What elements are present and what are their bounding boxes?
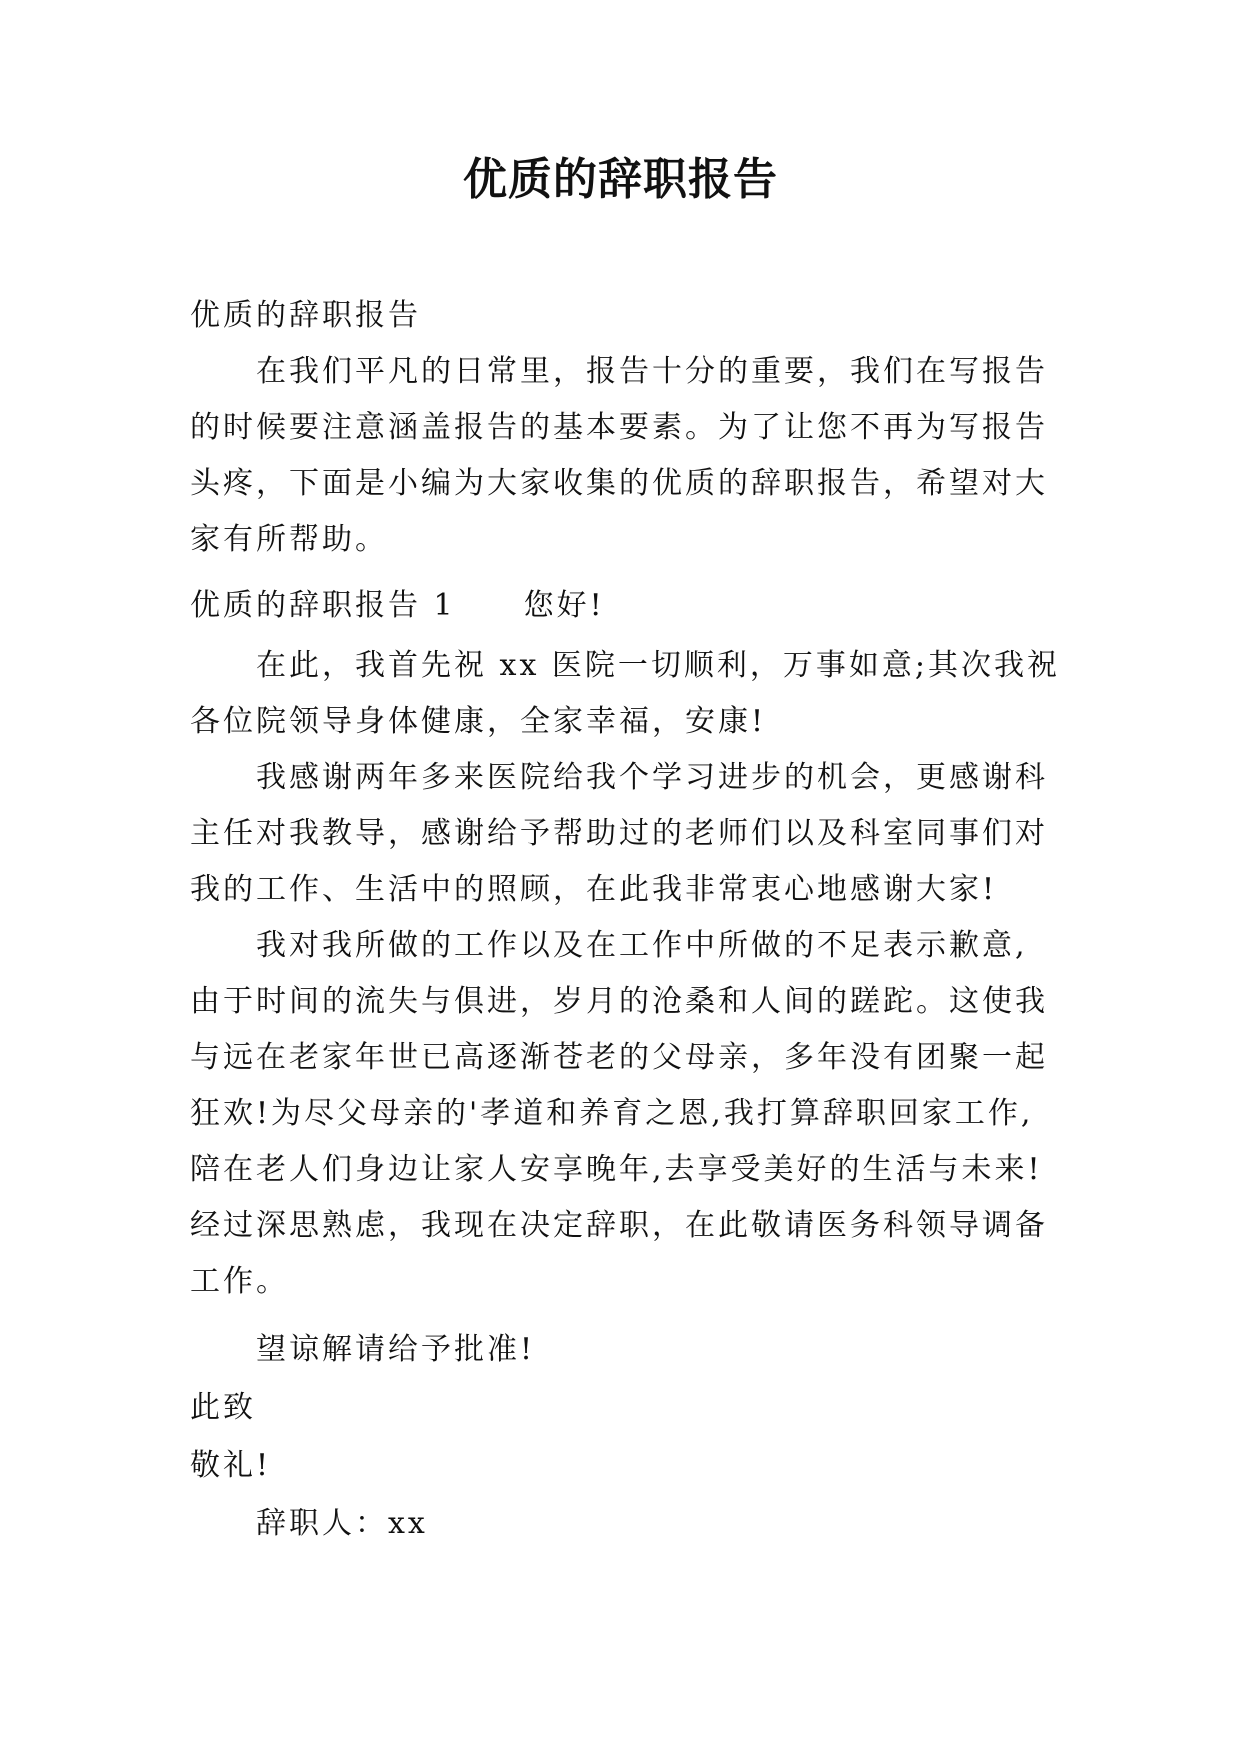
- greeting: 您好!: [523, 588, 605, 623]
- document-title: 优质的辞职报告: [463, 154, 778, 205]
- paragraph-line: 主任对我教导，感谢给予帮助过的老师们以及科室同事们对: [190, 816, 1048, 851]
- closing-line: 此致: [190, 1390, 256, 1425]
- paragraph-line: 与远在老家年世已高逐渐苍老的父母亲，多年没有团聚一起: [190, 1040, 1048, 1075]
- paragraph-line: 陪在老人们身边让家人安享晚年,去享受美好的生活与未来!: [190, 1152, 1043, 1187]
- intro-line: 头疼，下面是小编为大家收集的优质的辞职报告，希望对大: [190, 466, 1048, 501]
- section-title: 优质的辞职报告 1: [190, 588, 456, 623]
- intro-line: 家有所帮助。: [190, 522, 388, 557]
- paragraph-line: 工作。: [190, 1264, 289, 1299]
- paragraph-line: 由于时间的流失与俱进，岁月的沧桑和人间的蹉跎。这使我: [190, 984, 1048, 1019]
- paragraph-line: 各位院领导身体健康，全家幸福，安康!: [190, 704, 767, 739]
- paragraph-line: 狂欢!为尽父母亲的'孝道和养育之恩,我打算辞职回家工作,: [190, 1096, 1034, 1131]
- paragraph-line: 我感谢两年多来医院给我个学习进步的机会，更感谢科: [256, 760, 1048, 795]
- paragraph-line: 我对我所做的工作以及在工作中所做的不足表示歉意,: [256, 928, 1028, 963]
- document-heading: 优质的辞职报告: [190, 298, 421, 333]
- request-line: 望谅解请给予批准!: [256, 1332, 536, 1367]
- intro-line: 的时候要注意涵盖报告的基本要素。为了让您不再为写报告: [190, 410, 1048, 445]
- closing-line: 敬礼!: [190, 1448, 272, 1483]
- signature-line: 辞职人：xx: [256, 1506, 428, 1541]
- paragraph-line: 我的工作、生活中的照顾，在此我非常衷心地感谢大家!: [190, 872, 998, 907]
- section-heading-row: [190, 586, 1070, 626]
- paragraph-line: 经过深思熟虑，我现在决定辞职，在此敬请医务科领导调备: [190, 1208, 1048, 1243]
- intro-line: 在我们平凡的日常里，报告十分的重要，我们在写报告: [256, 354, 1048, 389]
- paragraph-line: 在此，我首先祝 xx 医院一切顺利，万事如意;其次我祝: [256, 648, 1061, 683]
